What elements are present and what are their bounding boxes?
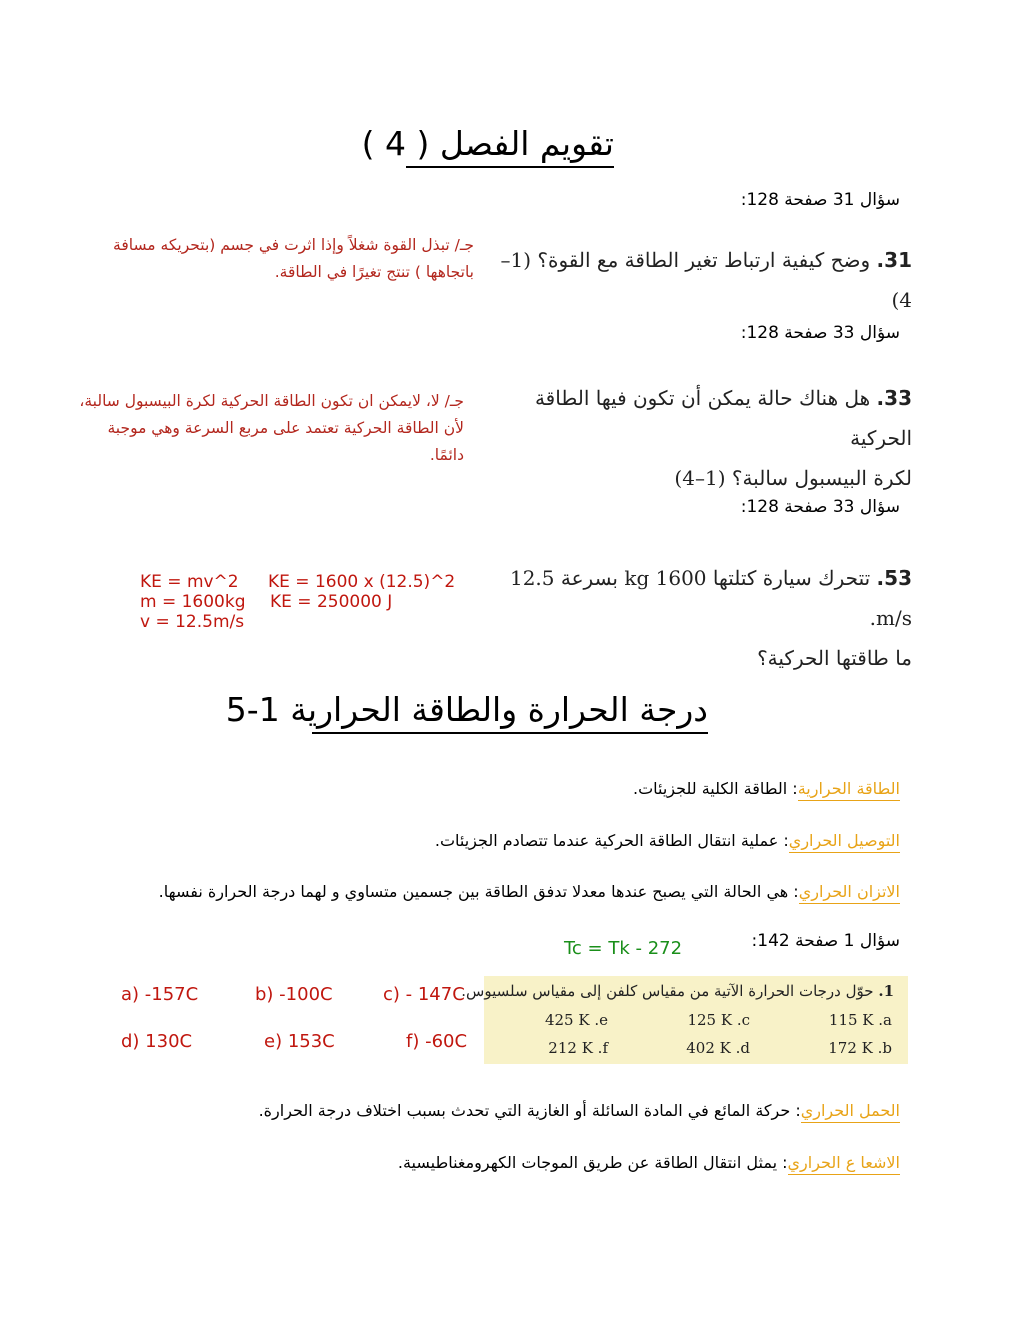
box-item-f: 212 K .f [548, 1039, 608, 1057]
question-31-text: وضح كيفية ارتباط تغير الطاقة مع القوة؟ (1–4) [500, 248, 912, 312]
answer-53-l3: v = 12.5m/s [140, 612, 245, 632]
box-item-d: 402 K .d [686, 1039, 750, 1057]
question-33 [472, 378, 912, 498]
formula-tc: Tc = Tk - 272 [564, 938, 683, 959]
option-b: b) -100C [255, 984, 333, 1005]
answer-53-r2: KE = 250000 J [270, 592, 393, 612]
term-conduction: التوصيل الحراري [789, 831, 900, 853]
question-1-number: 1. [878, 982, 894, 1000]
box-item-b: 172 K .b [828, 1039, 892, 1057]
question-53 [472, 558, 912, 678]
definition-convection [259, 1099, 900, 1123]
definition-thermal-energy-text: : الطاقة الكلية للجزيئات. [633, 779, 798, 798]
definition-conduction-text: : عملية انتقال الطاقة الحركية عندما تتصادم الجزيئات. [434, 831, 789, 850]
answer-33: جـ/ لا، لايمكن ان تكون الطاقة الحركية لكرة البيسبول سالبة، لأن الطاقة الحركية تعتمد على مربع السرعة وهي موجبة دائمًا. [79, 392, 464, 464]
question-53-line2: ما طاقتها الحركية؟ [757, 646, 912, 670]
definition-radiation-text: : يمثل انتقال الطاقة عن طريق الموجات الكهرومغناطيسية. [397, 1153, 788, 1172]
question-31 [492, 240, 912, 320]
definition-convection-text: : حركة المائع في المادة السائلة أو الغازية التي تحدث بسبب اختلاف درجة الحرارة. [258, 1101, 801, 1120]
definition-equilibrium-text: : هي الحالة التي يصبح عندها معدلا تدفق الطاقة بين جسمين متساوي و لهما درجة الحرارة نفسها. [158, 882, 799, 901]
question-53-line1: تتحرك سيارة كتلتها 1600 kg بسرعة 12.5 m/s. [509, 566, 912, 630]
ref-q33: سؤال 33 صفحة 128: [740, 323, 900, 343]
term-equilibrium: الاتزان الحراري [799, 882, 900, 904]
box-item-a: 115 K .a [828, 1011, 892, 1029]
option-e: e) 153C [264, 1031, 335, 1052]
question-33-line1: هل هناك حالة يمكن أن تكون فيها الطاقة الحركية [534, 386, 912, 450]
definition-radiation [398, 1151, 900, 1175]
question-53-number: 53. [876, 566, 912, 590]
ref-q53: سؤال 33 صفحة 128: [740, 497, 900, 517]
definition-conduction [435, 829, 900, 853]
term-radiation: الاشعا ع الحراري [788, 1153, 900, 1175]
definition-equilibrium [159, 880, 900, 904]
question-31-number: 31. [876, 248, 912, 272]
answer-53-l2: m = 1600kg [140, 592, 246, 612]
term-thermal-energy: الطاقة الحرارية [798, 779, 900, 801]
section-title: درجة الحرارة والطاقة الحرارية 1-5 [312, 690, 708, 734]
option-d: d) 130C [121, 1031, 193, 1052]
ref-q31: سؤال 31 صفحة 128: [740, 190, 900, 210]
question-1-box [461, 976, 908, 1064]
answer-53-r1: KE = 1600 x (12.5)^2 [268, 572, 456, 592]
option-f: f) -60C [406, 1031, 468, 1052]
box-item-e: 425 K .e [544, 1011, 608, 1029]
chapter-title: تقويم الفصل ( 4 ) [406, 124, 614, 168]
box-item-c: 125 K .c [687, 1011, 750, 1029]
ref-q1: سؤال 1 صفحة 142: [751, 931, 900, 951]
option-a: a) -157C [121, 984, 199, 1005]
definition-thermal-energy [633, 777, 900, 801]
term-convection: الحمل الحراري [801, 1101, 900, 1123]
question-33-number: 33. [876, 386, 912, 410]
question-1-text: حوّل درجات الحرارة الآتية من مقياس كلفن إلى مقياس سلسيوس. [461, 982, 874, 1000]
question-33-line2: لكرة البيسبول سالبة؟ (1–4) [674, 466, 912, 490]
answer-53-l1: KE = mv^2 [140, 572, 239, 592]
question-1-head [461, 982, 894, 1000]
answer-31: جـ/ تبذل القوة شغلاً وإذا اثرت في جسم (بتحريكه مسافة باتجاهها ) تنتج تغيرًا في الطاقة. [113, 236, 474, 281]
option-c: c) - 147C [383, 984, 465, 1005]
